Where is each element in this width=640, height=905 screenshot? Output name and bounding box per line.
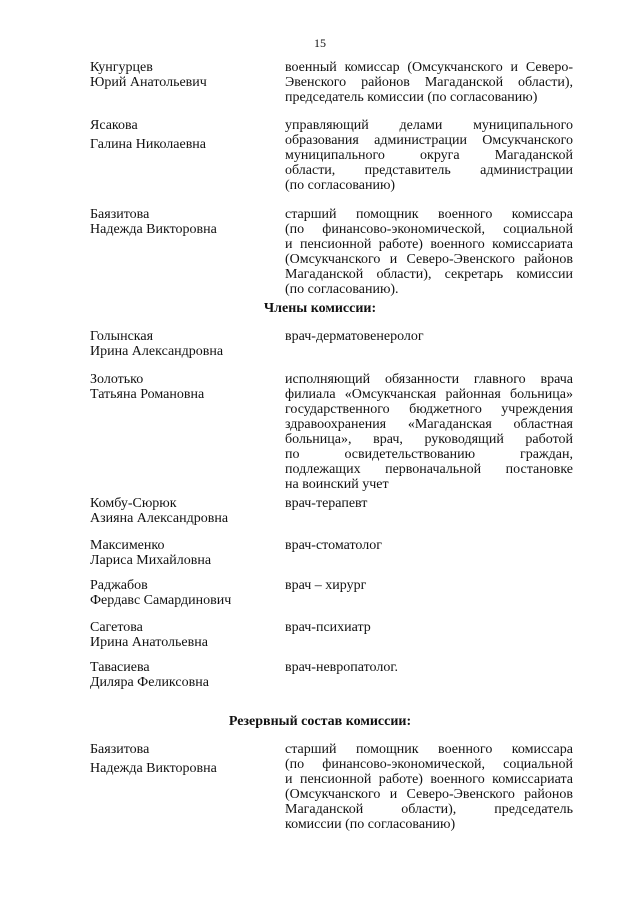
page-number: 15 — [314, 36, 326, 50]
member-role: исполняющий обязанности главного врача филиала «Омсукчанская районная больница» государственного бюджетного учреждения здравоохранения «Магаданская областная больница», врач, руководящий работой по освидетельствованию граждан, подлежащих первоначальной постановке на воинский учет — [285, 372, 573, 492]
person-role: старший помощник военного комиссара (по финансово-экономической, социальной и пенсионной работе) военного комиссариата (Омсукчанского и Северо-Эвенского районов Магаданской области), секретарь комиссии (по согласованию). — [285, 207, 573, 297]
person-name: Кунгурцев Юрий Анатольевич — [90, 60, 207, 90]
member-name: Комбу-Сюрюк Азияна Александровна — [90, 496, 229, 526]
member-name: Золотько Татьяна Романовна — [90, 372, 205, 402]
member-role: врач-невропатолог. — [285, 660, 399, 675]
member-role: врач-дерматовенеролог — [285, 329, 424, 344]
reserve-heading: Резервный состав комиссии: — [228, 714, 412, 729]
member-name: Тавасиева Диляра Феликсовна — [90, 660, 209, 690]
member-name: Голынская Ирина Александровна — [90, 329, 224, 359]
member-name: Раджабов Фердавс Самардинович — [90, 578, 232, 608]
person-role: военный комиссар (Омсукчанского и Северо- Эвенского районов Магаданской области), председатель комиссии (по согласованию) — [285, 60, 573, 105]
member-name: Максименко Лариса Михайловна — [90, 538, 212, 568]
person-name: Баязитова Надежда Викторовна — [90, 207, 217, 237]
member-role: врач – хирург — [285, 578, 367, 593]
member-role: врач-психиатр — [285, 620, 371, 635]
person-role: управляющий делами муниципального образования администрации Омсукчанского муниципального округа Магаданской области, представитель администрации (по согласованию) — [285, 118, 573, 193]
reserve-name: Баязитова Надежда Викторовна — [90, 742, 217, 776]
members-heading: Члены комиссии: — [263, 301, 377, 316]
person-name: Ясакова Галина Николаевна — [90, 118, 207, 152]
member-name: Сагетова Ирина Анатольевна — [90, 620, 208, 650]
member-role: врач-терапевт — [285, 496, 368, 511]
member-role: врач-стоматолог — [285, 538, 382, 553]
reserve-role: старший помощник военного комиссара (по финансово-экономической, социальной и пенсионной работе) военного комиссариата (Омсукчанского и Северо-Эвенского районов Магаданской области), председатель комиссии (по согласованию) — [285, 742, 573, 832]
